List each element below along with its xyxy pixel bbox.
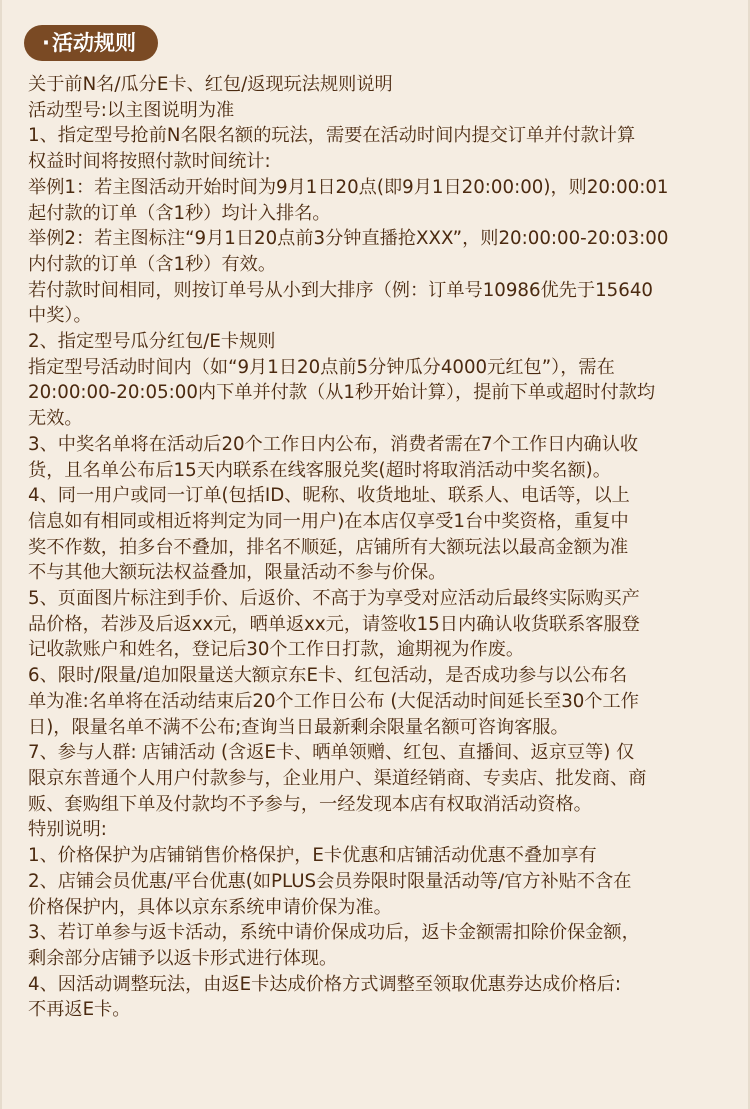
- rule-line: 中奖）。: [28, 305, 92, 327]
- rule-line: 权益时间将按照付款时间统计:: [28, 151, 271, 173]
- rule-line: 2、指定型号瓜分红包/E卡规则: [28, 331, 276, 353]
- rule-line: 5、页面图片标注到手价、后返价、不高于为享受对应活动后最终实际购买产: [28, 588, 640, 610]
- rule-line: 无效。: [28, 408, 83, 430]
- rule-line: 信息如有相同或相近将判定为同一用户)在本店仅享受1台中奖资格，重复中: [28, 510, 629, 532]
- rule-line: 内付款的订单（含1秒）有效。: [28, 253, 277, 275]
- rule-line: 举例1：若主图活动开始时间为9月1日20点(即9月1日20:00:00)，则20:00:01: [28, 176, 669, 198]
- rule-line: 1、价格保护为店铺销售价格保护，E卡优惠和店铺活动优惠不叠加享有: [28, 845, 597, 867]
- rule-line: 起付款的订单（含1秒）均计入排名。: [28, 202, 331, 224]
- rule-line: 关于前N名/瓜分E卡、红包/返现玩法规则说明: [28, 74, 393, 95]
- rule-line: 品价格，若涉及后返xx元，晒单返xx元，请签收15日内确认收货联系客服登: [28, 613, 640, 635]
- rule-line: 1、指定型号抢前N名限名额的玩法，需要在活动时间内提交订单并付款计算: [28, 125, 636, 147]
- rule-line: 活动型号:以主图说明为准: [28, 99, 235, 121]
- rule-line: 限京东普通个人用户付款参与，企业用户、渠道经销商、专卖店、批发商、商: [28, 767, 647, 789]
- rule-line: 不与其他大额玩法权益叠加，限量活动不参与价保。: [28, 562, 447, 584]
- rule-line: 记收款账户和姓名，登记后30个工作日打款，逾期视为作废。: [28, 639, 525, 661]
- rule-line: 单为准:名单将在活动结束后20个工作日公布 (大促活动时间延长至30个工作: [28, 690, 639, 712]
- rule-line: 4、因活动调整玩法，由返E卡达成价格方式调整至领取优惠券达成价格后:: [28, 973, 622, 995]
- rule-line: 2、店铺会员优惠/平台优惠(如PLUS会员券限时限量活动等/官方补贴不含在: [28, 870, 632, 892]
- rule-line: 不再返E卡。: [28, 999, 131, 1021]
- rule-line: 3、若订单参与返卡活动，系统中请价保成功后，返卡金额需扣除价保金额，: [28, 922, 640, 944]
- rule-line: 价格保护内，具体以京东系统申请价保为准。: [28, 896, 392, 918]
- rule-line: 7、参与人群: 店铺活动 (含返E卡、晒单领赠、红包、直播间、返京豆等) 仅: [28, 742, 635, 764]
- section-title: 活动规则: [51, 31, 136, 55]
- rule-line: 举例2：若主图标注“9月1日20点前3分钟直播抢XXX”，则20:00:00-20:03:00: [28, 228, 669, 250]
- rule-line: 奖不作数，拍多台不叠加，排名不顺延，店铺所有大额玩法以最高金额为准: [28, 536, 629, 558]
- rule-line: 剩余部分店铺予以返卡形式进行体现。: [28, 947, 338, 969]
- rule-line: 日)，限量名单不满不公布;查询当日最新剩余限量名额可咨询客服。: [28, 716, 569, 738]
- rule-line: 指定型号活动时间内（如“9月1日20点前5分钟瓜分4000元红包”），需在: [28, 356, 615, 378]
- rule-line: 特别说明:: [28, 819, 107, 841]
- rules-text: [28, 72, 740, 1023]
- rule-line: 若付款时间相同，则按订单号从小到大排序（例：订单号10986优先于15640: [28, 279, 653, 301]
- rule-line: 3、中奖名单将在活动后20个工作日内公布，消费者需在7个工作日内确认收: [28, 433, 639, 455]
- rule-line: 贩、套购组下单及付款均不予参与，一经发现本店有权取消活动资格。: [28, 793, 592, 815]
- rule-line: 4、同一用户或同一订单(包括ID、昵称、收货地址、联系人、电话等，以上: [28, 485, 630, 507]
- rule-line: 20:00:00-20:05:00内下单并付款（从1秒开始计算），提前下单或超时付款均: [28, 382, 656, 404]
- rule-line: 6、限时/限量/追加限量送大额京东E卡、红包活动，是否成功参与以公布名: [28, 665, 628, 687]
- rule-line: 货，且名单公布后15天内联系在线客服兑奖(超时将取消活动中奖名额)。: [28, 459, 611, 481]
- title-dot: ·: [42, 31, 50, 55]
- section-title-badge: [24, 25, 158, 61]
